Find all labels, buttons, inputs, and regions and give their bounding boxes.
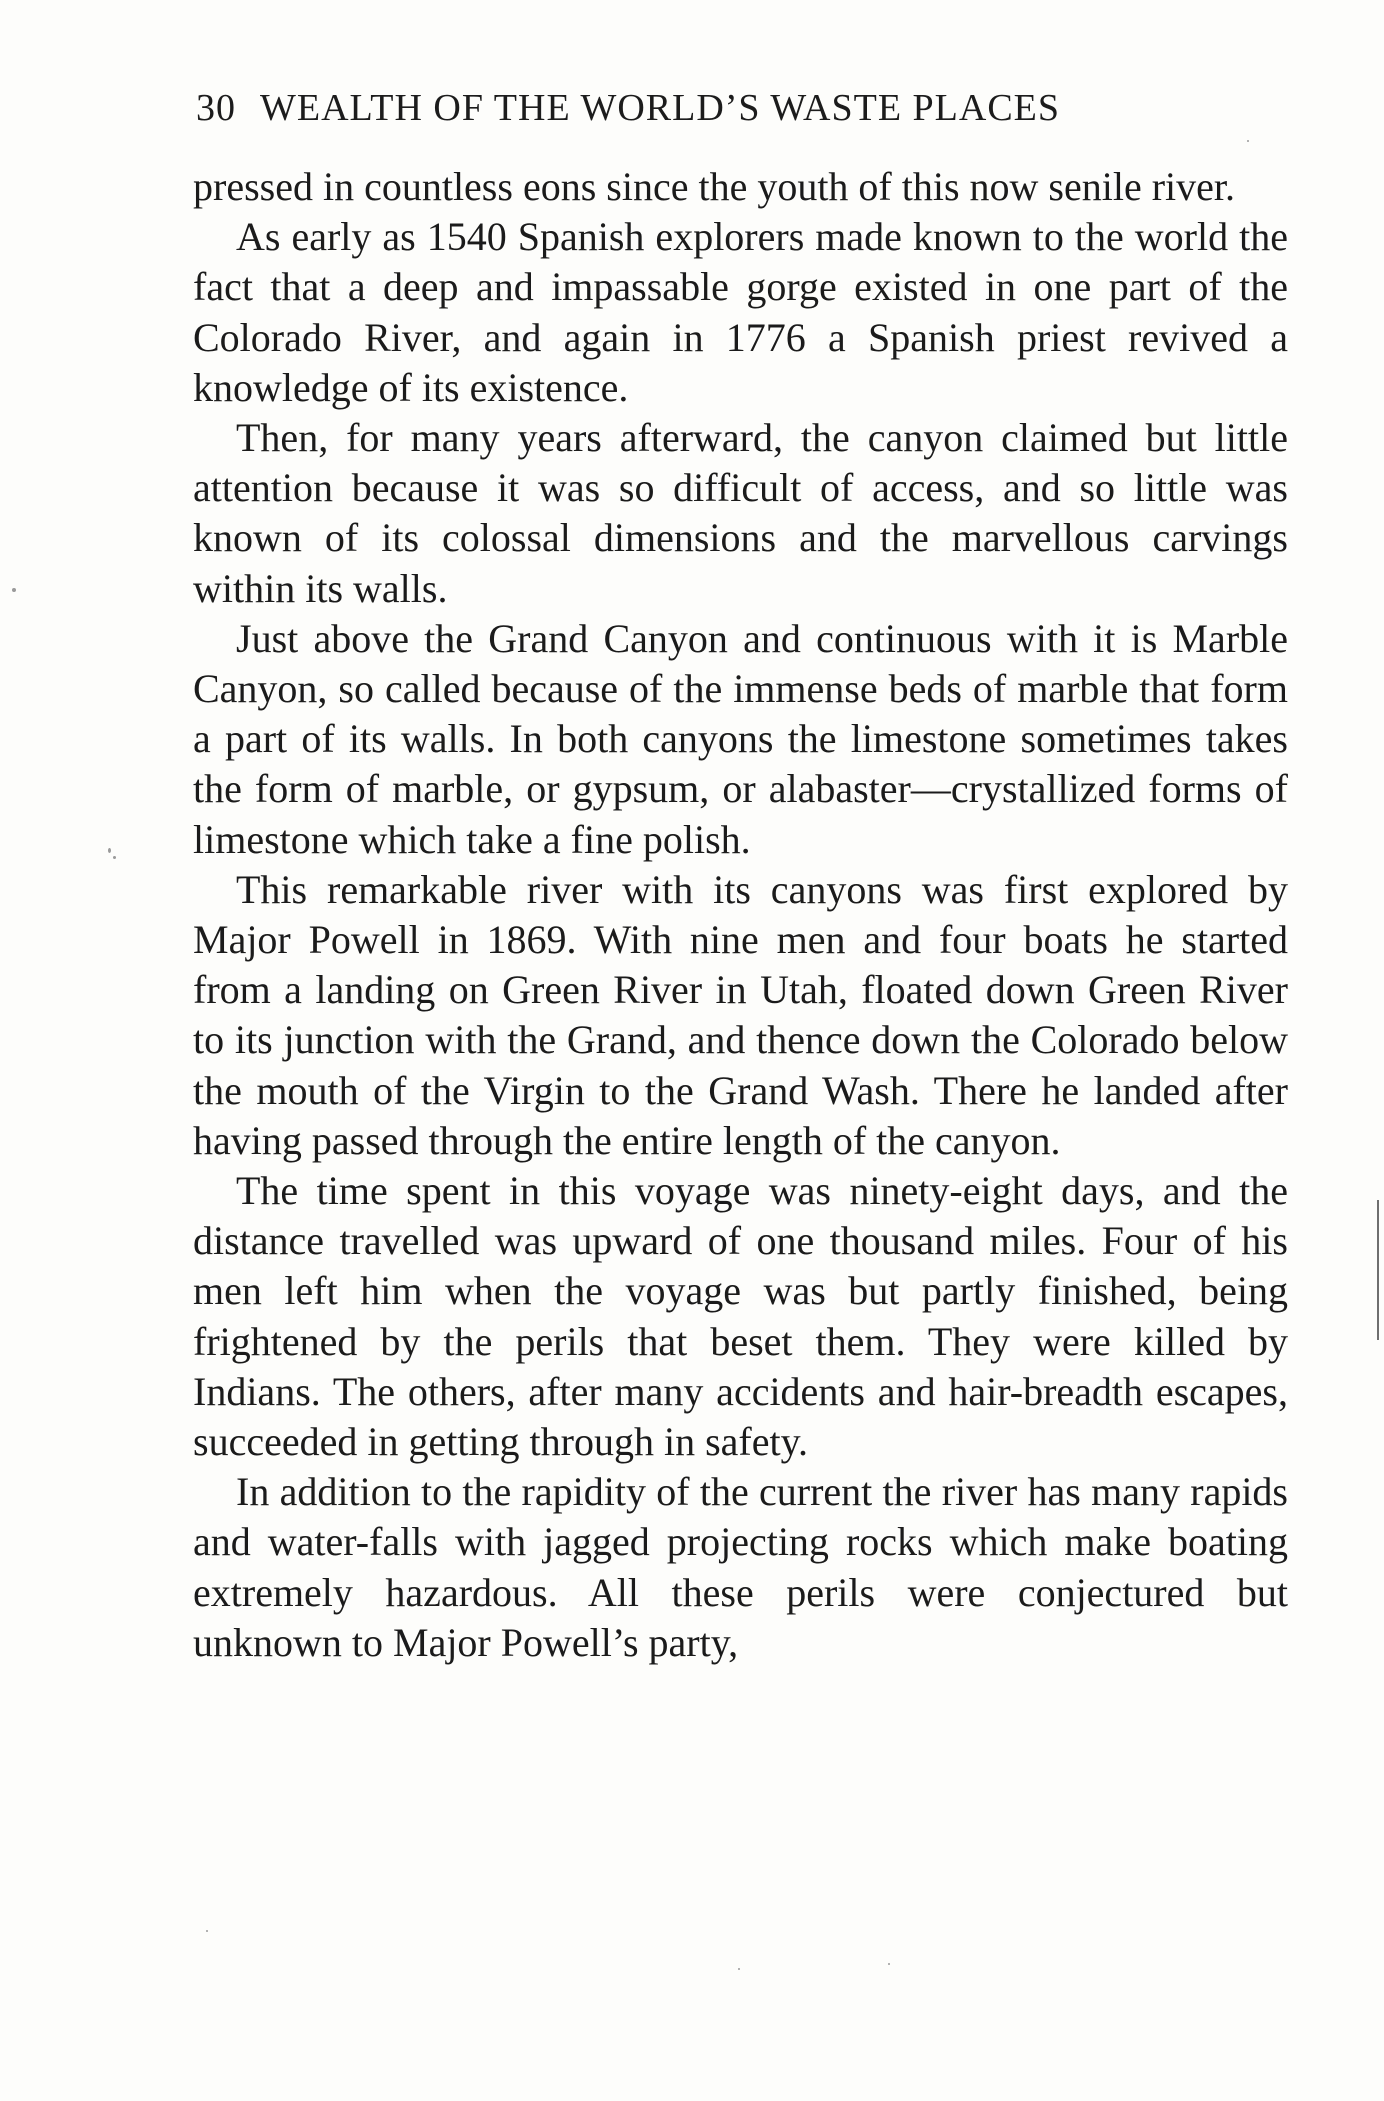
paragraph-voyage-duration: The time spent in this voyage was ninety-eight days, and the distance travelled was upward of one thousand miles. Four of his men left him when the voyage was but partly finished, being frightened by the perils that beset them. They were killed by Indians. The others, after many accidents and hair-breadth escapes, succeeded in getting through in safety. [193, 1168, 1288, 1465]
scan-speck [738, 1968, 740, 1970]
running-title: WEALTH OF THE WORLD’S WASTE PLACES [260, 87, 1061, 129]
scan-speck [113, 856, 116, 859]
scan-speck [108, 848, 111, 853]
scan-speck [888, 1963, 890, 1965]
scan-speck [12, 588, 16, 592]
paragraph-rapids: In addition to the rapidity of the current the river has many rapids and water-falls with jagged projecting rocks which make boating extremely hazardous. All these perils were conjectured but unknown to Major Powell’s party, [193, 1469, 1288, 1665]
paragraph-little-attention: Then, for many years afterward, the canyon claimed but little attention because it was so difficult of access, and so little was known of its colossal dimensions and the marvellous carvings within its walls. [193, 415, 1288, 611]
paragraph-marble-canyon: Just above the Grand Canyon and continuous with it is Marble Canyon, so called because of the immense beds of marble that form a part of its walls. In both canyons the limestone sometimes takes the form of marble, or gypsum, or alabaster—crystallized forms of limestone which take a fine polish. [193, 615, 1288, 862]
paragraph-powell-expedition: This remarkable river with its canyons was first explored by Major Powell in 1869. With nine men and four boats he started from a landing on Green River in Utah, floated down Green River to its junction with the Grand, and thence down the Colorado below the mouth of the Virgin to the Grand Wash. There he landed after having passed through the entire length of the canyon. [193, 866, 1288, 1163]
paragraph-continuation: pressed in countless eons since the youth of this now senile river. [193, 164, 1236, 209]
scan-speck [206, 1930, 208, 1932]
running-head [196, 86, 1286, 130]
scan-edge-line [1377, 1200, 1379, 1340]
paragraph-spanish-explorers: As early as 1540 Spanish explorers made known to the world the fact that a deep and impassable gorge existed in one part of the Colorado River, and again in 1776 a Spanish priest revived a knowledge of its existence. [193, 214, 1288, 410]
scan-speck [1247, 140, 1249, 142]
page-number: 30 [196, 87, 236, 129]
body-text [193, 162, 1288, 1668]
